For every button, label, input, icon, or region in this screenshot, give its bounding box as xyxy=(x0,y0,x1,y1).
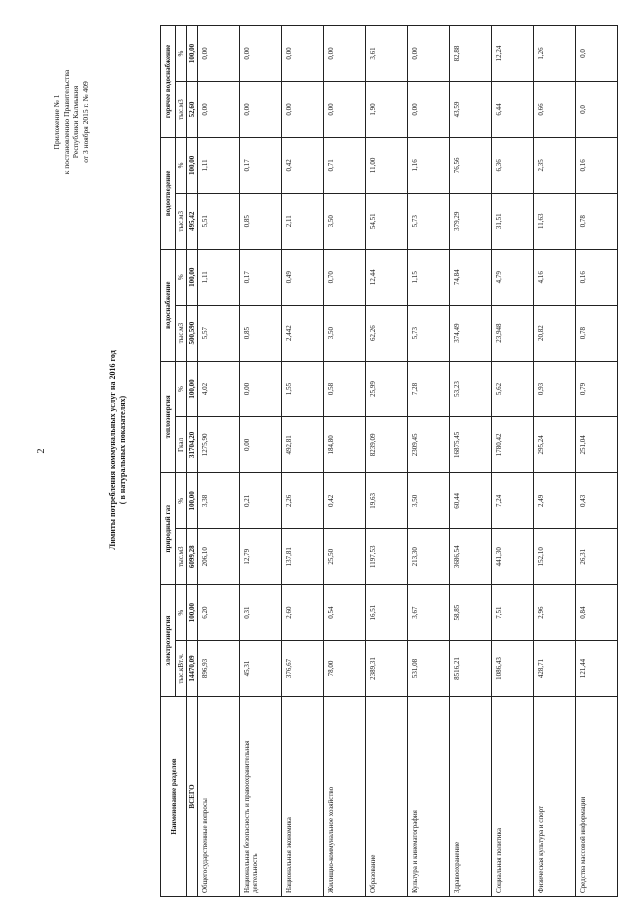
table-cell: 12,44 xyxy=(366,249,408,305)
table-cell: 376,67 xyxy=(282,641,324,697)
table-cell: 0,00 xyxy=(240,82,282,138)
page-number: 2 xyxy=(36,448,47,454)
table-cell: 4,16 xyxy=(534,249,576,305)
percent-header: % xyxy=(176,137,187,193)
total-cell: 100,00 xyxy=(187,361,198,417)
table-cell: 152,10 xyxy=(534,529,576,585)
table-cell: 11,00 xyxy=(366,137,408,193)
percent-header: % xyxy=(176,585,187,641)
table-cell: 0,00 xyxy=(198,82,240,138)
table-cell: 0,0 xyxy=(576,26,618,82)
table-cell: 78,00 xyxy=(324,641,366,697)
table-cell: 8239,09 xyxy=(366,417,408,473)
table-cell: 0,17 xyxy=(240,137,282,193)
table-cell: 2,35 xyxy=(534,137,576,193)
table-cell: 3,61 xyxy=(366,26,408,82)
table-cell: 26,31 xyxy=(576,529,618,585)
total-cell: 100,00 xyxy=(187,249,198,305)
table-cell: 3,50 xyxy=(324,305,366,361)
table-cell: 0,42 xyxy=(282,137,324,193)
table-cell: 0,00 xyxy=(408,26,450,82)
total-row xyxy=(187,26,198,897)
table-cell: 5,57 xyxy=(198,305,240,361)
table-cell: 2,26 xyxy=(282,473,324,529)
table-cell: 23,948 xyxy=(492,305,534,361)
table-row xyxy=(408,26,450,897)
table-cell: 1275,90 xyxy=(198,417,240,473)
table-cell: 0,00 xyxy=(240,417,282,473)
table-cell: 0,16 xyxy=(576,249,618,305)
table-row xyxy=(366,26,408,897)
name-column-header: Наименование разделов xyxy=(161,697,187,897)
group-header: водоснабжение xyxy=(161,249,176,361)
title-line: Лимиты потребления коммунальных услуг на 2016 год xyxy=(108,350,117,550)
table-row xyxy=(576,26,618,897)
approval-line: от 3 ноября 2015 г. № 409 xyxy=(80,81,90,163)
group-header: природный газ xyxy=(161,473,176,585)
row-name-text: Культура и кинематография xyxy=(411,810,419,893)
table-cell: 0,0 xyxy=(576,82,618,138)
table-cell: 206,10 xyxy=(198,529,240,585)
table-cell: 19,63 xyxy=(366,473,408,529)
table-cell: 16,51 xyxy=(366,585,408,641)
table-cell: 0,85 xyxy=(240,193,282,249)
table-cell: 4,02 xyxy=(198,361,240,417)
limits-table xyxy=(160,25,618,897)
table-cell: 2309,45 xyxy=(408,417,450,473)
percent-header: % xyxy=(176,473,187,529)
row-name-text: Жилищно-коммунальное хозяйство xyxy=(327,786,335,893)
table-cell: 0,00 xyxy=(240,361,282,417)
table-cell: 25,50 xyxy=(324,529,366,585)
table-cell: 74,84 xyxy=(450,249,492,305)
group-header: водоотведение xyxy=(161,137,176,249)
table-cell: 213,30 xyxy=(408,529,450,585)
total-cell: 100,00 xyxy=(187,473,198,529)
table-cell: 1,90 xyxy=(366,82,408,138)
table-cell: 0,54 xyxy=(324,585,366,641)
group-header: теплоэнергия xyxy=(161,361,176,473)
table-cell: 137,81 xyxy=(282,529,324,585)
approval-line: Республики Калмыкия xyxy=(71,85,80,159)
table-cell: 7,51 xyxy=(492,585,534,641)
approval-stamp xyxy=(52,47,90,197)
table-row xyxy=(324,26,366,897)
group-header: горячее водоснабжение xyxy=(161,26,176,138)
table-cell: 0,16 xyxy=(576,137,618,193)
row-name xyxy=(450,697,492,897)
row-name xyxy=(198,697,240,897)
table-cell: 82,88 xyxy=(450,26,492,82)
table-cell: 3,50 xyxy=(324,193,366,249)
approval-line: Приложение № 1 xyxy=(52,94,61,150)
group-header: электроэнергия xyxy=(161,585,176,697)
row-name-text: Средства массовой информации xyxy=(579,796,587,893)
table-cell: 2,96 xyxy=(534,585,576,641)
table-cell: 43,59 xyxy=(450,82,492,138)
table-cell: 379,29 xyxy=(450,193,492,249)
percent-header: % xyxy=(176,249,187,305)
unit-header: тыс.м3 xyxy=(176,529,187,585)
table-cell: 3,38 xyxy=(198,473,240,529)
table-cell: 60,44 xyxy=(450,473,492,529)
table-row xyxy=(534,26,576,897)
total-cell: 14470,09 xyxy=(187,641,198,697)
row-name-text: Национальная безопасность и правоохранительная деятельность xyxy=(243,740,259,893)
unit-header: Гкал xyxy=(176,417,187,473)
table-cell: 16875,45 xyxy=(450,417,492,473)
table-cell: 3,50 xyxy=(408,473,450,529)
total-cell: 495,42 xyxy=(187,193,198,249)
table-cell: 5,73 xyxy=(408,305,450,361)
table-cell: 0,85 xyxy=(240,305,282,361)
table-cell: 2,11 xyxy=(282,193,324,249)
row-name-text: Образование xyxy=(369,854,377,893)
table-cell: 531,08 xyxy=(408,641,450,697)
table-cell: 3686,54 xyxy=(450,529,492,585)
percent-header: % xyxy=(176,26,187,82)
title-subline: ( в натуральных показателях) xyxy=(118,395,127,505)
table-cell: 1,26 xyxy=(534,26,576,82)
row-name-text: Национальная экономика xyxy=(285,817,293,893)
table-cell: 6,20 xyxy=(198,585,240,641)
table-cell: 45,31 xyxy=(240,641,282,697)
table-cell: 12,24 xyxy=(492,26,534,82)
row-name-text: Социальная политика xyxy=(495,828,503,893)
table-body xyxy=(187,26,618,897)
table-cell: 121,44 xyxy=(576,641,618,697)
table-cell: 7,28 xyxy=(408,361,450,417)
table-cell: 428,71 xyxy=(534,641,576,697)
table-cell: 25,99 xyxy=(366,361,408,417)
row-name xyxy=(534,697,576,897)
table-cell: 0,00 xyxy=(282,26,324,82)
table-cell: 0,71 xyxy=(324,137,366,193)
table-cell: 441,30 xyxy=(492,529,534,585)
row-name xyxy=(282,697,324,897)
table-cell: 3,67 xyxy=(408,585,450,641)
table-cell: 2,442 xyxy=(282,305,324,361)
table-cell: 0,00 xyxy=(324,26,366,82)
table-cell: 31,51 xyxy=(492,193,534,249)
table-cell: 5,73 xyxy=(408,193,450,249)
table-cell: 1,11 xyxy=(198,249,240,305)
table-cell: 1086,43 xyxy=(492,641,534,697)
table-cell: 76,56 xyxy=(450,137,492,193)
row-name-text: Общегосударственные вопросы xyxy=(201,798,209,893)
total-cell: 31704,20 xyxy=(187,417,198,473)
table-cell: 5,62 xyxy=(492,361,534,417)
table-row xyxy=(282,26,324,897)
table-cell: 12,79 xyxy=(240,529,282,585)
table-cell: 0,00 xyxy=(408,82,450,138)
table-cell: 0,93 xyxy=(534,361,576,417)
table-cell: 2,49 xyxy=(534,473,576,529)
total-cell: 500,590 xyxy=(187,305,198,361)
table-cell: 62,26 xyxy=(366,305,408,361)
unit-header: тыс.м3 xyxy=(176,82,187,138)
row-name xyxy=(492,697,534,897)
table-row xyxy=(450,26,492,897)
table-cell: 0,78 xyxy=(576,193,618,249)
table-cell: 0,78 xyxy=(576,305,618,361)
table-cell: 53,23 xyxy=(450,361,492,417)
table-cell: 374,49 xyxy=(450,305,492,361)
table-header-row xyxy=(161,26,176,897)
table-cell: 0,84 xyxy=(576,585,618,641)
total-label: ВСЕГО xyxy=(187,697,198,897)
approval-line: к постановлению Правительства xyxy=(61,69,71,175)
table-cell: 0,00 xyxy=(324,82,366,138)
unit-header: тыс.м3 xyxy=(176,193,187,249)
total-cell: 100,00 xyxy=(187,26,198,82)
total-cell: 100,00 xyxy=(187,137,198,193)
percent-header: % xyxy=(176,361,187,417)
table-cell: 184,80 xyxy=(324,417,366,473)
table-cell: 1,16 xyxy=(408,137,450,193)
table-cell: 0,66 xyxy=(534,82,576,138)
table-cell: 4,79 xyxy=(492,249,534,305)
table-cell: 492,81 xyxy=(282,417,324,473)
table-cell: 1197,53 xyxy=(366,529,408,585)
table-cell: 1,11 xyxy=(198,137,240,193)
table-cell: 20,82 xyxy=(534,305,576,361)
total-cell: 100,00 xyxy=(187,585,198,641)
table-cell: 896,93 xyxy=(198,641,240,697)
table-cell: 0,17 xyxy=(240,249,282,305)
total-cell: 52,60 xyxy=(187,82,198,138)
table-cell: 0,79 xyxy=(576,361,618,417)
document-title xyxy=(108,285,128,615)
row-name xyxy=(366,697,408,897)
table-cell: 2,60 xyxy=(282,585,324,641)
table-cell: 1,55 xyxy=(282,361,324,417)
table-cell: 58,85 xyxy=(450,585,492,641)
row-name xyxy=(324,697,366,897)
unit-header: тыс.кВт.ч. xyxy=(176,641,187,697)
row-name-text: Здравоохранение xyxy=(453,841,461,893)
table-cell: 1,15 xyxy=(408,249,450,305)
table-cell: 0,58 xyxy=(324,361,366,417)
table-cell: 295,24 xyxy=(534,417,576,473)
table-cell: 0,00 xyxy=(282,82,324,138)
table-cell: 11,63 xyxy=(534,193,576,249)
row-name xyxy=(240,697,282,897)
table-cell: 54,51 xyxy=(366,193,408,249)
table-row xyxy=(492,26,534,897)
table-row xyxy=(240,26,282,897)
table-cell: 0,70 xyxy=(324,249,366,305)
table-cell: 8516,21 xyxy=(450,641,492,697)
table-cell: 0,49 xyxy=(282,249,324,305)
table-cell: 0,42 xyxy=(324,473,366,529)
table-cell: 2389,31 xyxy=(366,641,408,697)
table-cell: 0,31 xyxy=(240,585,282,641)
table-cell: 0,00 xyxy=(240,26,282,82)
table-cell: 0,00 xyxy=(198,26,240,82)
row-name xyxy=(576,697,618,897)
table-cell: 251,04 xyxy=(576,417,618,473)
table-cell: 0,21 xyxy=(240,473,282,529)
table-cell: 0,43 xyxy=(576,473,618,529)
table-cell: 1780,42 xyxy=(492,417,534,473)
row-name-text: Физическая культура и спорт xyxy=(537,805,545,893)
table-cell: 6,36 xyxy=(492,137,534,193)
table-cell: 5,51 xyxy=(198,193,240,249)
total-cell: 6099,28 xyxy=(187,529,198,585)
row-name xyxy=(408,697,450,897)
unit-header: тыс.м3 xyxy=(176,305,187,361)
table-cell: 7,24 xyxy=(492,473,534,529)
table-cell: 6,44 xyxy=(492,82,534,138)
table-row xyxy=(198,26,240,897)
